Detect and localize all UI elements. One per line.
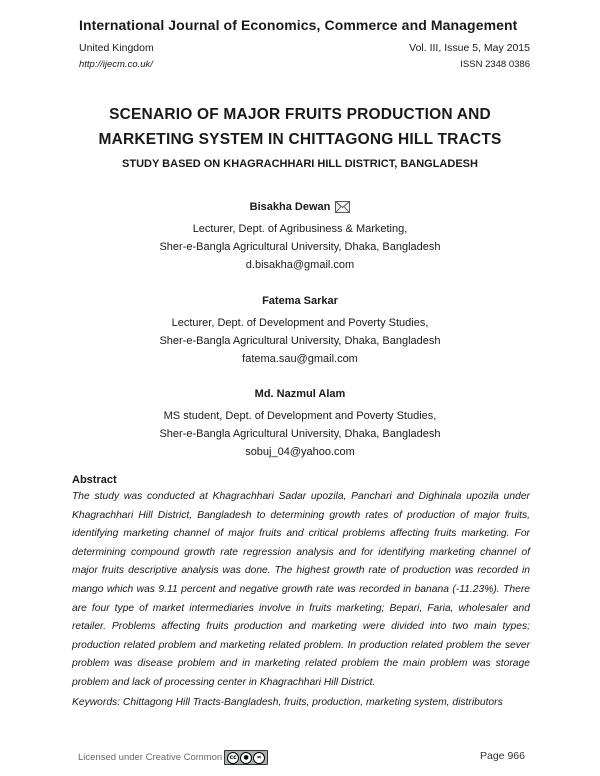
paper-subtitle: STUDY BASED ON KHAGRACHHARI HILL DISTRICT, BANGLADESH xyxy=(122,158,478,170)
footer-license xyxy=(78,750,268,765)
header-row-2 xyxy=(79,59,530,70)
author-position: Lecturer, Dept. of Agribusiness & Marketing, xyxy=(192,223,408,235)
license-text: Licensed under Creative Common xyxy=(78,752,223,763)
journal-url[interactable]: http://ijecm.co.uk/ xyxy=(79,59,153,70)
keywords: Keywords: Chittagong Hill Tracts-Bangladesh, fruits, production, marketing system, distributors xyxy=(72,697,503,708)
abstract-body: The study was conducted at Khagrachhari Sadar upozila, Panchari and Dighinala upozila under Khagrachhari Hill District, Bangladesh to determining growth rates of production of major fruits, identifying marketing channel of major fruits and critical problems affecting fruits marketing. For determining compound growth rate regression analysis and for identifying marketing channel of major fruits descriptive analysis was done. The highest growth rate of production was recorded in mango which was 9.11 percent and negative growth rate was recorded in banana (-11.23%). There are four type of market intermediaries involve in fruits marketing; Bepari, Faria, wholesaler and retailer. Problems affecting fruits production and marketing were divided into two main types; production related problem and marketing related problem. In production related problem the sever problem was disease problem and in marketing related problem the main problem was storage problem and lack of processing center in Khagrachhari Hill District. xyxy=(72,491,530,688)
creative-commons-badge-icon[interactable] xyxy=(224,750,268,765)
abstract-heading: Abstract xyxy=(72,474,117,486)
author-position: Lecturer, Dept. of Development and Poverty Studies, xyxy=(171,317,429,329)
mail-icon[interactable] xyxy=(335,201,350,213)
cc-nd-icon: = xyxy=(253,752,265,764)
author-block-1 xyxy=(0,198,600,274)
page-number: Page 966 xyxy=(480,750,525,762)
author-block-2 xyxy=(0,292,600,368)
journal-title: International Journal of Economics, Commerce and Management xyxy=(79,17,518,33)
author-affiliation: Sher-e-Bangla Agricultural University, Dhaka, Bangladesh xyxy=(159,241,441,253)
author-affiliation: Sher-e-Bangla Agricultural University, Dhaka, Bangladesh xyxy=(159,335,441,347)
author-name xyxy=(250,198,351,216)
author-email[interactable]: d.bisakha@gmail.com xyxy=(245,259,355,271)
author-block-3 xyxy=(0,385,600,461)
cc-icon: cc xyxy=(227,752,239,764)
author-name: Md. Nazmul Alam xyxy=(254,388,346,400)
author-name-text: Bisakha Dewan xyxy=(249,201,331,213)
journal-volume: Vol. III, Issue 5, May 2015 xyxy=(409,42,530,54)
cc-by-icon: ● xyxy=(240,752,252,764)
journal-issn: ISSN 2348 0386 xyxy=(460,59,530,70)
author-email[interactable]: sobuj_04@yahoo.com xyxy=(245,446,355,458)
header-row-1 xyxy=(79,42,530,54)
author-email[interactable]: fatema.sau@gmail.com xyxy=(242,353,358,365)
author-position: MS student, Dept. of Development and Poverty Studies, xyxy=(163,410,437,422)
paper-title-line-2: MARKETING SYSTEM IN CHITTAGONG HILL TRACTS xyxy=(98,131,502,148)
author-affiliation: Sher-e-Bangla Agricultural University, Dhaka, Bangladesh xyxy=(159,428,441,440)
paper-title-line-1: SCENARIO OF MAJOR FRUITS PRODUCTION AND xyxy=(109,106,491,123)
journal-country: United Kingdom xyxy=(79,42,154,54)
author-name: Fatema Sarkar xyxy=(262,295,338,307)
